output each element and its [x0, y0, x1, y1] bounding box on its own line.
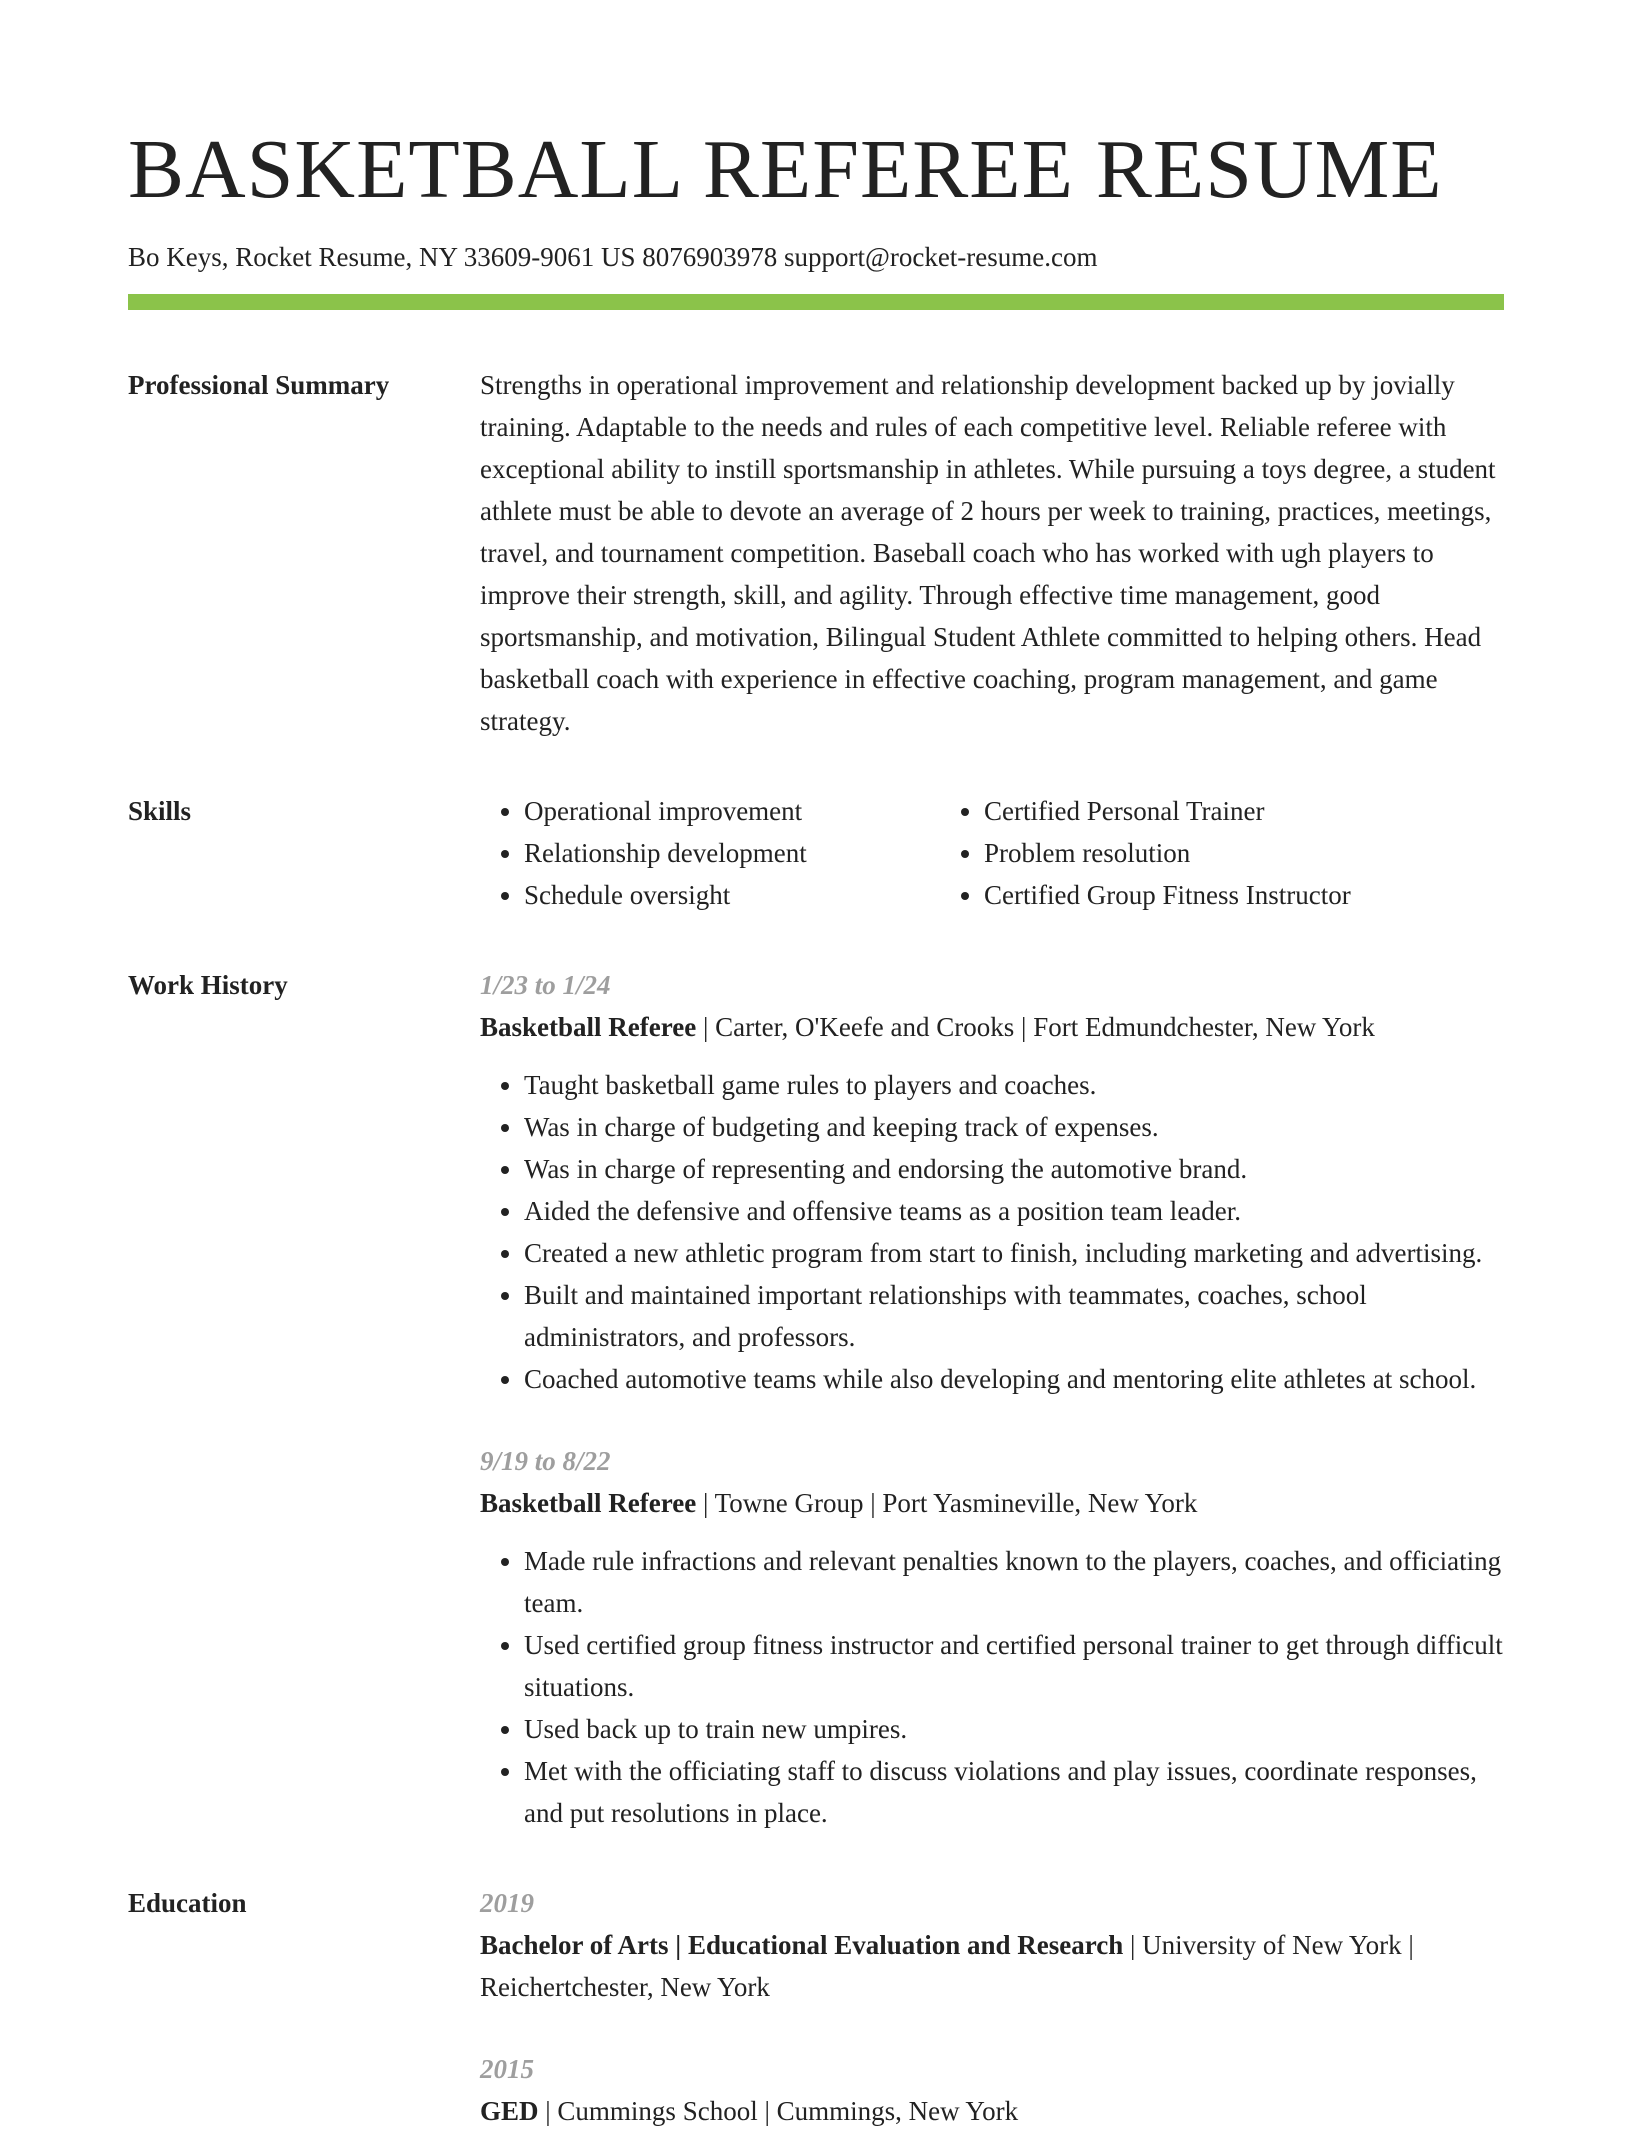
skills-label: Skills: [128, 796, 192, 826]
summary-label: Professional Summary: [128, 370, 390, 400]
job-location: Fort Edmundchester, New York: [1033, 1012, 1375, 1042]
job-bullet: • Was in charge of budgeting and keeping track of expenses.: [524, 1106, 1504, 1148]
separator: [668, 1930, 687, 1960]
education-degree: GED: [480, 2096, 539, 2126]
education-date: 2019: [480, 1888, 534, 1918]
job-company: Carter, O'Keefe and Crooks: [715, 1012, 1015, 1042]
job-bullet: • Was in charge of representing and endorsing the automotive brand.: [524, 1148, 1504, 1190]
skills-list-left: [480, 790, 940, 916]
skill-item: • Relationship development: [524, 832, 940, 874]
separator: [696, 1012, 715, 1042]
job-bullets: [480, 1540, 1504, 1834]
education-degree: Bachelor of Arts: [480, 1930, 669, 1960]
contact-name: Bo Keys,: [128, 242, 229, 272]
job-bullet: • Created a new athletic program from start to finish, including marketing and advertising.: [524, 1232, 1504, 1274]
education-field: Educational Evaluation and Research: [687, 1930, 1124, 1960]
job-bullet: • Taught basketball game rules to players and coaches.: [524, 1064, 1504, 1106]
job-date: 1/23 to 1/24: [480, 970, 611, 1000]
skill-item: • Problem resolution: [984, 832, 1351, 874]
skill-item: • Operational improvement: [524, 790, 940, 832]
skill-item: • Certified Group Fitness Instructor: [984, 874, 1351, 916]
contact-phone: 8076903978: [642, 242, 778, 272]
skill-item: • Certified Personal Trainer: [984, 790, 1351, 832]
education-location: Reichertchester, New York: [480, 1972, 770, 2002]
separator: [863, 1488, 882, 1518]
separator: [1402, 1930, 1414, 1960]
job-title: Basketball Referee: [480, 1488, 697, 1518]
education-date: 2015: [480, 2054, 534, 2084]
job-company: Towne Group: [714, 1488, 864, 1518]
work-section: [128, 964, 1504, 1834]
contact-location: NY 33609-9061 US: [418, 242, 636, 272]
work-body: [480, 964, 1504, 1834]
job-bullet: • Made rule infractions and relevant penalties known to the players, coaches, and officiating team.: [524, 1540, 1504, 1624]
job-heading: [480, 1006, 1504, 1048]
separator: [1014, 1012, 1033, 1042]
separator: [696, 1488, 714, 1518]
education-heading: [480, 1924, 1504, 2008]
education-school: Cummings School: [557, 2096, 758, 2126]
skills-body: [480, 790, 1504, 916]
job-bullet: • Aided the defensive and offensive teams as a position team leader.: [524, 1190, 1504, 1232]
work-label: Work History: [128, 970, 288, 1000]
education-body: [480, 1882, 1504, 2132]
job-bullet: • Used back up to train new umpires.: [524, 1708, 1504, 1750]
education-location: Cummings, New York: [776, 2096, 1019, 2126]
summary-section: [128, 364, 1504, 742]
job-location: Port Yasmineville, New York: [882, 1488, 1198, 1518]
job-bullet: • Built and maintained important relationships with teammates, coaches, school administrators, and professors.: [524, 1274, 1504, 1358]
job-bullet: • Used certified group fitness instructor and certified personal trainer to get through difficult situations.: [524, 1624, 1504, 1708]
education-entry: [480, 2048, 1504, 2132]
job-bullet: • Coached automotive teams while also developing and mentoring elite athletes at school.: [524, 1358, 1504, 1400]
separator: [539, 2096, 558, 2126]
job-bullets: [480, 1064, 1504, 1400]
contact-email[interactable]: support@rocket-resume.com: [783, 242, 1098, 272]
education-section: [128, 1882, 1504, 2132]
separator: [758, 2096, 777, 2126]
job-entry: [480, 1440, 1504, 1834]
education-label: Education: [128, 1888, 247, 1918]
job-date: 9/19 to 8/22: [480, 1446, 611, 1476]
job-entry: [480, 964, 1504, 1400]
summary-text: Strengths in operational improvement and relationship development backed up by jovially training. Adaptable to the needs and rules of each competitive level. Reliable referee with exceptional ability to instill sportsmanship in athletes. While pursuing a toys degree, a student athlete must be able to devote an average of 2 hours per week to training, practices, meetings, travel, and tournament competition. Baseball coach who has worked with ugh players to improve their strength, skill, and agility. Through effective time management, good sportsmanship, and motivation, Bilingual Student Athlete committed to helping others. Head basketball coach with experience in effective coaching, program management, and game strategy.: [480, 370, 1496, 736]
separator: [1123, 1930, 1142, 1960]
contact-company: Rocket Resume,: [235, 242, 413, 272]
skills-section: [128, 790, 1504, 916]
job-title: Basketball Referee: [480, 1012, 697, 1042]
contact-line: [128, 240, 1504, 274]
skill-item: • Schedule oversight: [524, 874, 940, 916]
job-heading: [480, 1482, 1504, 1524]
summary-body: [480, 364, 1504, 742]
education-entry: [480, 1882, 1504, 2008]
education-school: University of New York: [1142, 1930, 1402, 1960]
skills-list-right: [940, 790, 1351, 916]
education-heading: [480, 2090, 1504, 2132]
header-divider: [128, 294, 1504, 310]
job-bullet: • Met with the officiating staff to discuss violations and play issues, coordinate responses, and put resolutions in place.: [524, 1750, 1504, 1834]
resume-title: BASKETBALL REFEREE RESUME: [128, 123, 1443, 216]
